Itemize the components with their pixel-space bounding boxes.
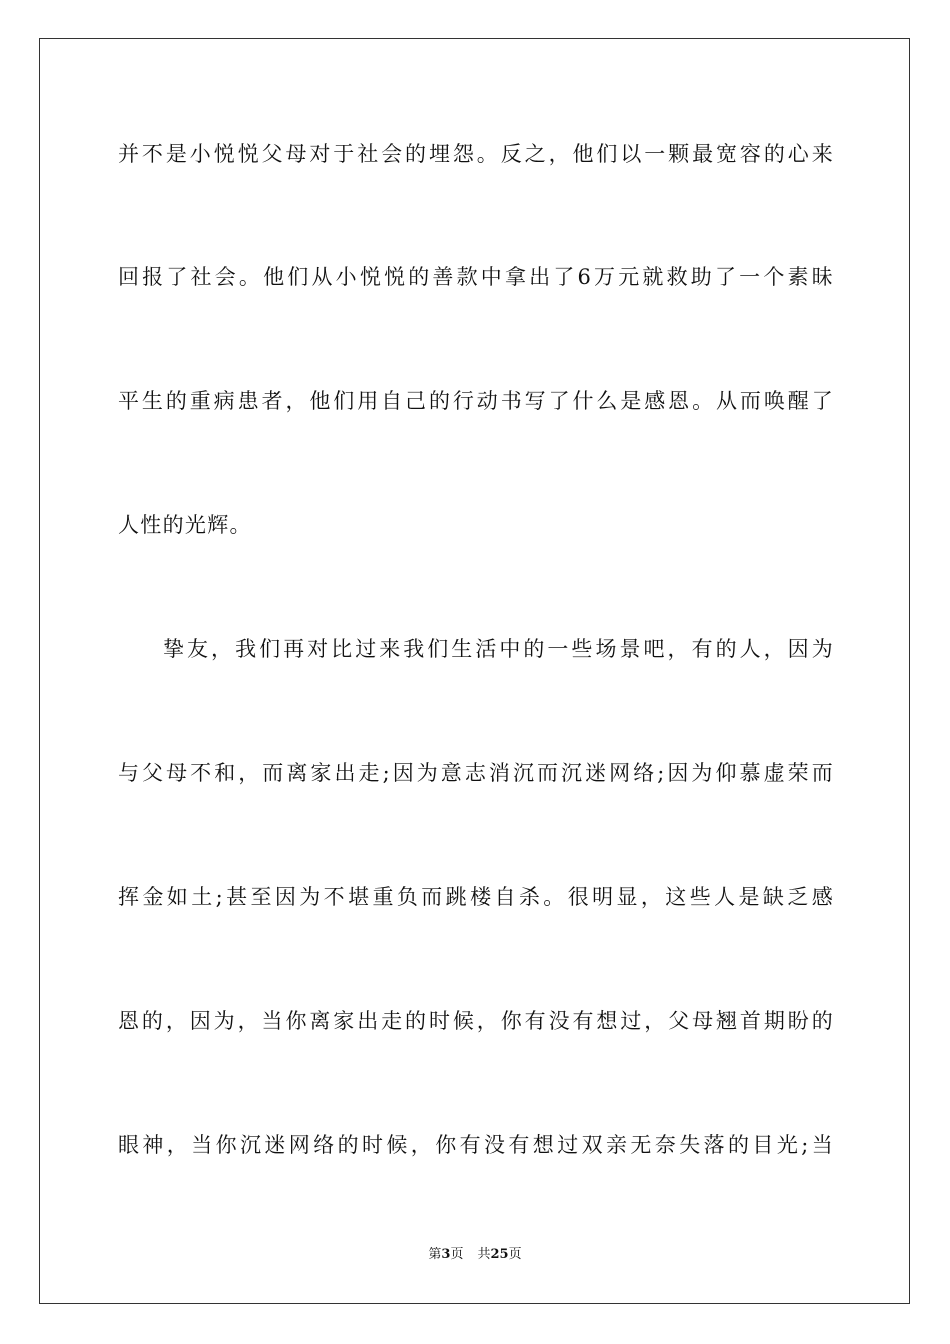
total-unit: 页 — [508, 1247, 522, 1262]
text-line-5: 挚友，我们再对比过来我们生活中的一些场景吧，有的人，因为 — [163, 637, 834, 661]
text-line-4: 人性的光辉。 — [118, 513, 252, 537]
page-footer — [0, 1246, 950, 1264]
page-prefix: 第 — [428, 1247, 442, 1262]
text-line-1: 并不是小悦悦父母对于社会的埋怨。反之，他们以一颗最宽容的心来 — [118, 142, 834, 166]
text-line-9: 眼神，当你沉迷网络的时候，你有没有想过双亲无奈失落的目光;当 — [118, 1133, 834, 1157]
page-total: 25 — [490, 1247, 509, 1262]
page-border — [39, 38, 910, 1304]
page-current: 3 — [441, 1247, 451, 1262]
text-line-3: 平生的重病患者，他们用自己的行动书写了什么是感恩。从而唤醒了 — [118, 389, 834, 413]
total-prefix: 共 — [477, 1247, 491, 1262]
text-line-7: 挥金如土;甚至因为不堪重负而跳楼自杀。很明显，这些人是缺乏感 — [118, 885, 834, 909]
page-unit: 页 — [450, 1247, 464, 1262]
text-line-8: 恩的，因为，当你离家出走的时候，你有没有想过，父母翘首期盼的 — [118, 1009, 834, 1033]
text-line-6: 与父母不和，而离家出走;因为意志消沉而沉迷网络;因为仰慕虚荣而 — [118, 761, 834, 785]
text-line-2: 回报了社会。他们从小悦悦的善款中拿出了6万元就救助了一个素昧 — [118, 265, 834, 289]
